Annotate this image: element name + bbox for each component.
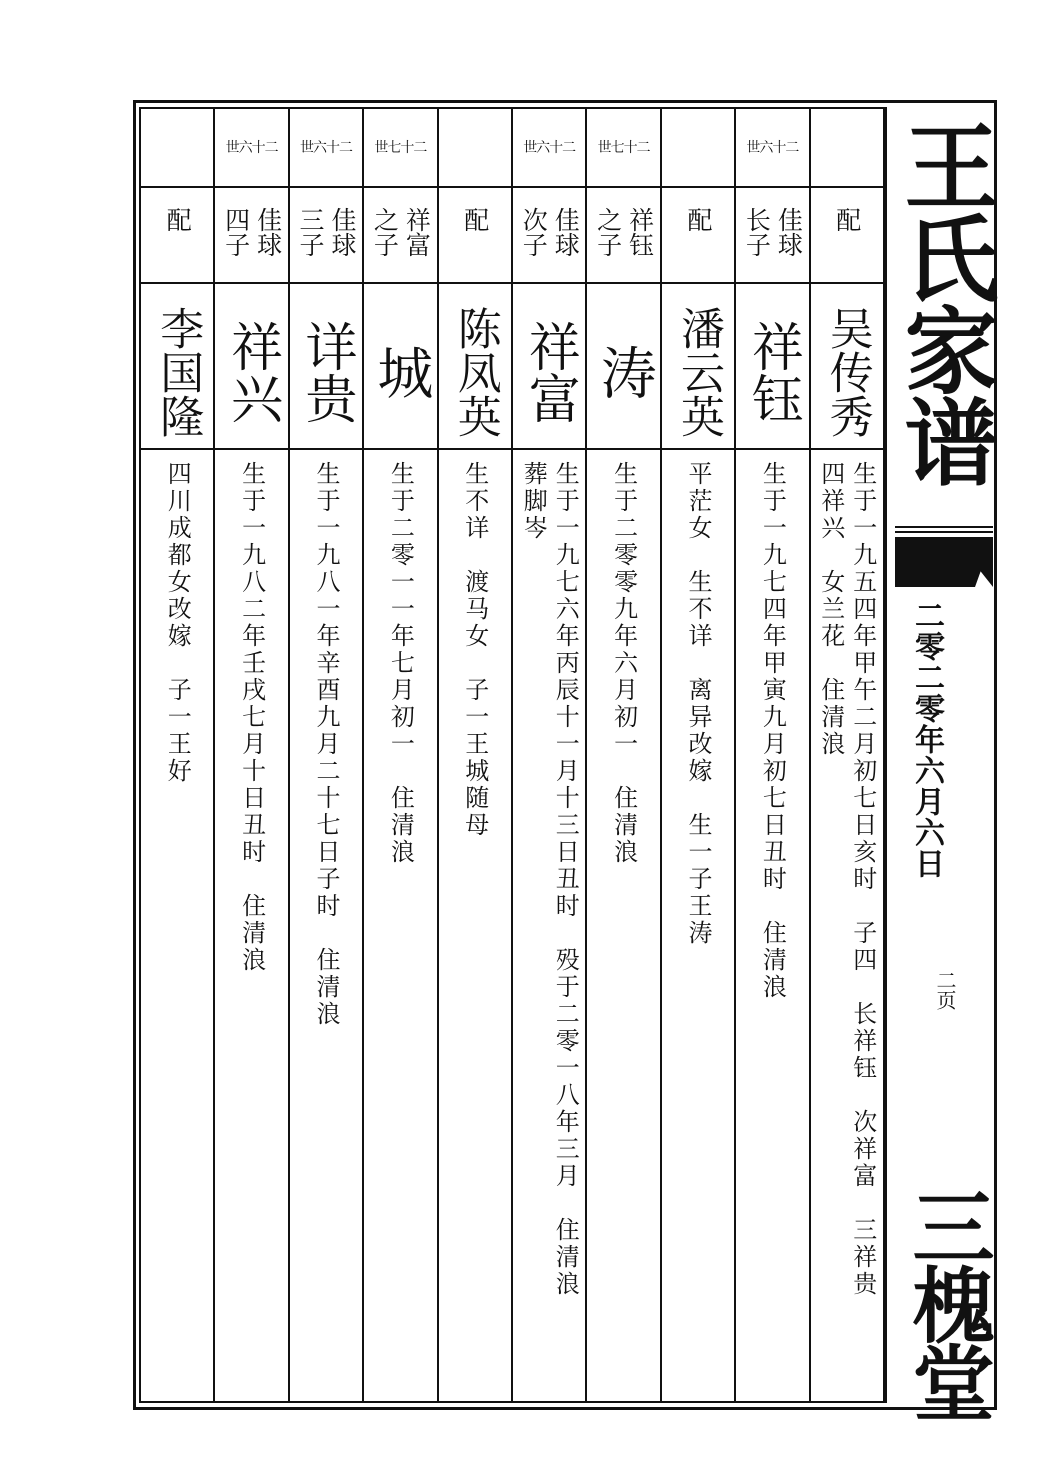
person-name-cell [662,297,734,447]
generation-label: 世六十二 [523,140,576,156]
biography-cell [439,461,511,839]
person-name: 城 [368,344,434,400]
relation-cell [662,207,734,232]
hall-name: 三槐堂 [899,1185,995,1419]
person-name-cell [364,297,436,447]
person-name: 祥富 [519,320,580,424]
person-name-cell [587,297,659,447]
biography-line: 生于一九八一年辛酉九月二十七日子时 住清浪 [311,461,340,1028]
biography-line: 葬脚岑 [519,461,548,542]
person-column [736,107,810,1403]
relation-cell [364,207,436,257]
person-name: 潘云英 [672,306,724,438]
biography-line: 四川成都女改嫁 子一王好 [163,461,192,785]
person-name-cell [439,297,511,447]
person-column [290,107,364,1403]
relation-text: 配 [163,207,193,232]
person-column [439,107,513,1403]
relation-text: 佳球 [327,207,357,257]
relation-cell [290,207,362,257]
biography-cell [215,461,287,974]
biography-line: 生于二零一一年七月初一 住清浪 [386,461,415,866]
biography-line: 生于一九五四年甲午二月初七日亥时 子四 长祥钰 次祥富 三祥贵 [848,461,877,1298]
generation-label: 世七十二 [374,140,427,156]
person-name: 陈凤英 [449,306,501,438]
relation-cell [439,207,511,232]
compile-date: 二零二零年六月六日 [909,600,944,879]
relation-text: 佳球 [551,207,581,257]
relation-text: 佳球 [253,207,283,257]
generation-label: 世六十二 [746,140,799,156]
relation-text: 配 [683,207,713,232]
person-name: 李国隆 [152,306,204,438]
relation-text: 三子 [295,207,325,257]
relation-text: 长子 [742,207,772,257]
biography-cell [811,461,883,1298]
relation-cell [215,207,287,257]
relation-cell [736,207,808,257]
relation-text: 四子 [221,207,251,257]
biography-cell [513,461,585,1298]
person-column [662,107,736,1403]
person-name: 祥钰 [742,320,803,424]
title-divider-ornament [895,525,993,590]
biography-line: 生于二零零九年六月初一 住清浪 [609,461,638,866]
generation-label: 世七十二 [597,140,650,156]
biography-cell [736,461,808,1001]
biography-cell [290,461,362,1028]
person-name-cell [215,297,287,447]
generation-label: 世六十二 [299,140,352,156]
relation-text: 佳球 [774,207,804,257]
person-name-cell [513,297,585,447]
biography-cell [587,461,659,866]
person-column [364,107,438,1403]
biography-cell [662,461,734,947]
person-column [141,107,215,1403]
biography-line: 平茫女 生不详 离异改嫁 生一子王涛 [683,461,712,947]
person-name: 祥兴 [221,320,282,424]
biography-line: 生于一九七四年甲寅九月初七日丑时 住清浪 [758,461,787,1001]
relation-text: 次子 [519,207,549,257]
page-number: 二页 [933,970,957,1010]
relation-text: 之子 [593,207,623,257]
relation-text: 祥钰 [625,207,655,257]
generation-label: 世六十二 [225,140,278,156]
biography-line: 生不详 渡马女 子一王城随母 [460,461,489,839]
biography-cell [141,461,213,785]
relation-cell [513,207,585,257]
person-column [513,107,587,1403]
relation-cell [587,207,659,257]
relation-text: 之子 [370,207,400,257]
relation-cell [141,207,213,232]
person-name-cell [811,297,883,447]
person-name: 涛 [591,344,657,400]
relation-text: 配 [460,207,490,232]
person-name-cell [290,297,362,447]
person-name: 详贵 [295,320,356,424]
person-name-cell [141,297,213,447]
relation-text: 配 [832,207,862,232]
person-name: 吴传秀 [821,306,873,438]
biography-line: 四祥兴 女兰花 住清浪 [816,461,845,758]
biography-line: 生于一九七六年丙辰十一月十三日丑时 殁于二零一八年三月 住清浪 [551,461,580,1298]
person-name-cell [736,297,808,447]
biography-cell [364,461,436,866]
biography-line: 生于一九八二年壬戌七月十日丑时 住清浪 [237,461,266,974]
person-column [811,107,885,1403]
person-column [587,107,661,1403]
relation-cell [811,207,883,232]
relation-text: 祥富 [402,207,432,257]
person-column [215,107,289,1403]
genealogy-title: 王氏家谱 [888,118,998,486]
